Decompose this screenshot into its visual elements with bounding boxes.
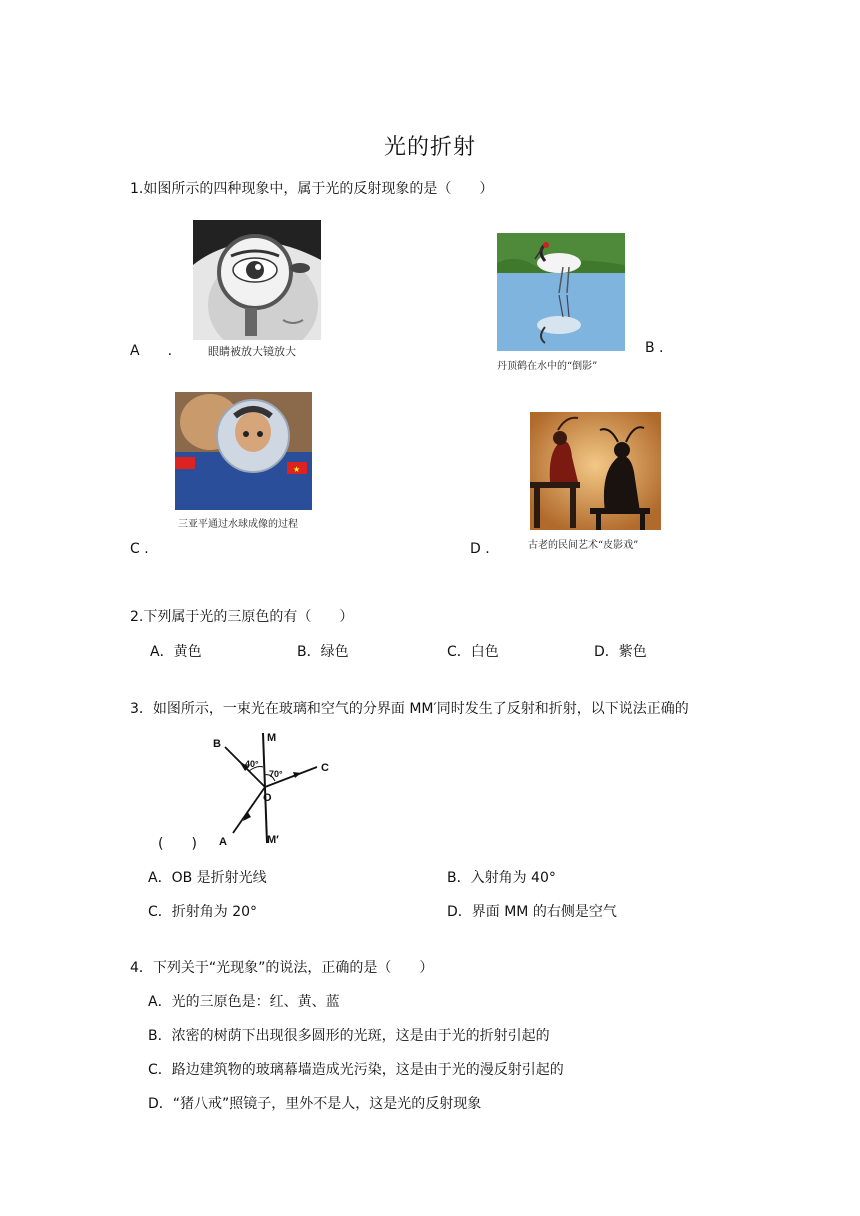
q3-option-b: B．入射角为 40° xyxy=(447,870,556,886)
angle-40: 40° xyxy=(245,759,259,769)
svg-text:★: ★ xyxy=(293,465,301,474)
label-B: B xyxy=(213,738,221,750)
angle-70: 70° xyxy=(269,769,283,779)
question-4-stem: 4．下列关于“光现象”的说法，正确的是（ ） xyxy=(130,960,434,976)
q2-option-c: C．白色 xyxy=(447,644,499,660)
label-O: O xyxy=(263,792,272,804)
option-d-letter: D . xyxy=(470,541,490,557)
water-ball-photo xyxy=(175,392,312,510)
question-2-stem: 2.下列属于光的三原色的有（ ） xyxy=(130,609,354,625)
page-title: 光的折射 xyxy=(383,135,476,160)
q4-option-d: D．“猪八戒”照镜子，里外不是人，这是光的反射现象 xyxy=(148,1096,482,1112)
q4-option-a: A．光的三原色是：红、黄、蓝 xyxy=(148,994,340,1010)
question-3-stem: 3．如图所示，一束光在玻璃和空气的分界面 MM′同时发生了反射和折射，以下说法正确的 xyxy=(130,701,689,717)
figure-c-caption: 三亚平通过水球成像的过程 xyxy=(178,519,298,530)
option-c-letter: C . xyxy=(130,541,149,557)
label-M: M xyxy=(267,732,277,744)
q2-option-d: D．紫色 xyxy=(594,644,647,660)
q4-option-c: C．路边建筑物的玻璃幕墙造成光污染，这是由于光的漫反射引起的 xyxy=(148,1062,564,1078)
question-3-blank: ( ) xyxy=(158,836,197,852)
q3-option-d: D．界面 MM 的右侧是空气 xyxy=(447,904,617,920)
refraction-diagram xyxy=(205,725,345,850)
shadow-puppet-photo xyxy=(530,412,661,530)
figure-a-caption: 眼睛被放大镜放大 xyxy=(208,345,296,358)
option-b-letter: B . xyxy=(645,340,664,356)
q3-option-a: A．OB 是折射光线 xyxy=(148,870,267,886)
label-C: C xyxy=(321,762,329,774)
figure-d-caption: 古老的民间艺术“皮影戏” xyxy=(528,540,639,551)
magnifier-eye-photo xyxy=(193,220,321,340)
q2-option-b: B．绿色 xyxy=(297,644,349,660)
figure-b-caption: 丹顶鹤在水中的“倒影” xyxy=(497,361,598,372)
option-a-letter: A . xyxy=(130,343,173,359)
label-A: A xyxy=(219,836,227,848)
q2-option-a: A．黄色 xyxy=(150,644,202,660)
label-M-prime: M′ xyxy=(267,834,279,846)
crane-reflection-photo xyxy=(497,233,625,351)
q3-option-c: C．折射角为 20° xyxy=(148,904,258,920)
question-1-stem: 1.如图所示的四种现象中，属于光的反射现象的是（ ） xyxy=(130,181,494,197)
q4-option-b: B．浓密的树荫下出现很多圆形的光斑，这是由于光的折射引起的 xyxy=(148,1028,550,1044)
